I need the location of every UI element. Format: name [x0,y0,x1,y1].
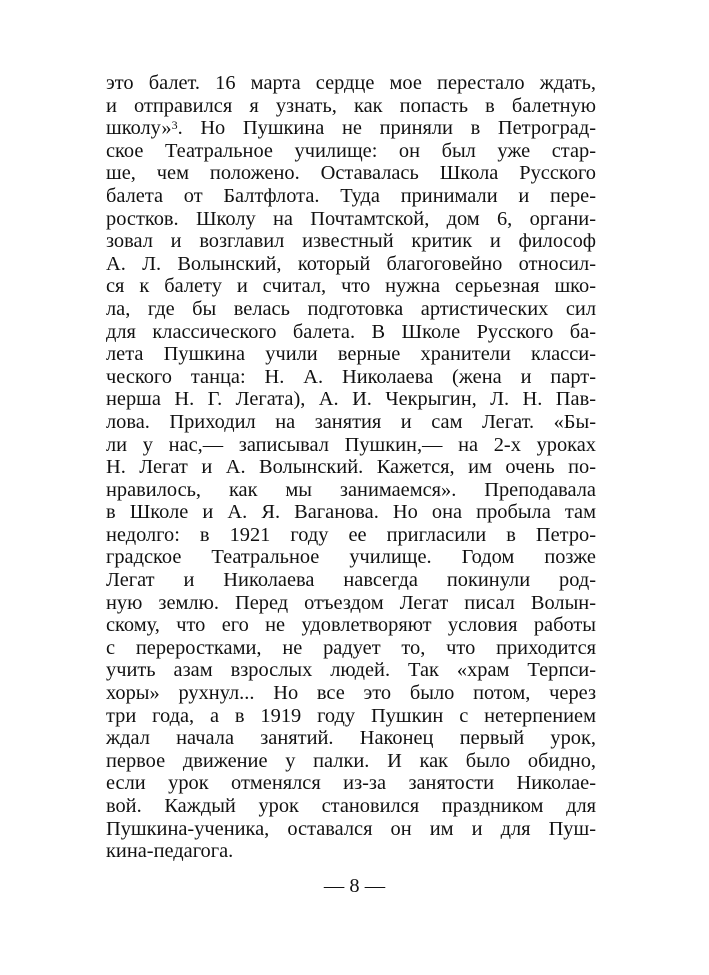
text-line: три года, а в 1919 году Пушкин с нетерпением [106,704,596,727]
text-line: ную землю. Перед отъездом Легат писал Волын- [106,591,596,614]
text-line: ждал начала занятий. Наконец первый урок, [106,727,596,750]
text-line: Н. Легат и А. Волынский. Кажется, им очень по- [106,456,596,479]
text-line: ше, чем положено. Оставалась Школа Русского [106,162,596,185]
text-line: ла, где бы велась подготовка артистических сил [106,297,596,320]
body-text [106,72,596,863]
text-line: и отправился я узнать, как попасть в балетную [106,94,596,117]
text-line: ческого танца: Н. А. Николаева (жена и парт- [106,365,596,388]
text-line: с переростками, не радует то, что приходится [106,636,596,659]
text-line: лова. Приходил на занятия и сам Легат. «Бы- [106,410,596,433]
text-line: это балет. 16 марта сердце мое перестало ждать, [106,72,596,94]
text-line: нерша Н. Г. Легата), А. И. Чекрыгин, Л. Н. Пав- [106,388,596,411]
text-line: хоры» рухнул... Но все это было потом, через [106,682,596,705]
text-line: недолго: в 1921 году ее пригласили в Петро- [106,523,596,546]
text-line: школу»$^3$. Но Пушкина не приняли в Петроград- [106,117,596,140]
text-line: градское Театральное училище. Годом позже [106,546,596,569]
footnote-mark: 3 [171,118,178,133]
text-line: для классического балета. В Школе Русского ба- [106,320,596,343]
text-fragment: школу» [106,117,172,140]
text-line: первое движение у палки. И как было обидно, [106,749,596,772]
text-line: кина-педагога. [106,840,234,863]
text-line: скому, что его не удовлетворяют условия работы [106,614,596,637]
text-line: ли у нас,— записывал Пушкин,— на 2-х уроках [106,433,596,456]
text-line: Легат и Николаева навсегда покинули род- [106,569,596,592]
text-line: балета от Балтфлота. Туда принимали и пере- [106,184,596,207]
text-line: в Школе и А. Я. Ваганова. Но она пробыла там [106,501,596,524]
text-line: учить азам взрослых людей. Так «храм Терпси- [106,659,596,682]
text-line: ся к балету и считал, что нужна серьезная шко- [106,275,596,298]
text-fragment: Но Пушкина не приняли в Петроград- [200,117,596,140]
text-line: лета Пушкина учили верные хранители класси- [106,343,596,366]
text-line: ское Театральное училище: он был уже стар- [106,139,596,162]
text-line: вой. Каждый урок становился праздником для [106,795,596,817]
text-line: ростков. Школу на Почтамтской, дом 6, органи- [106,207,596,230]
text-line: если урок отменялся из-за занятости Николае- [106,772,596,795]
text-line: А. Л. Волынский, который благоговейно относил- [106,252,596,275]
text-line: нравилось, как мы занимаемся». Преподавала [106,478,596,501]
text-line: зовал и возглавил известный критик и философ [106,230,596,253]
page-number: — 8 — [323,875,386,897]
text-line: Пушкина-ученика, оставался он им и для Пуш- [106,817,596,840]
